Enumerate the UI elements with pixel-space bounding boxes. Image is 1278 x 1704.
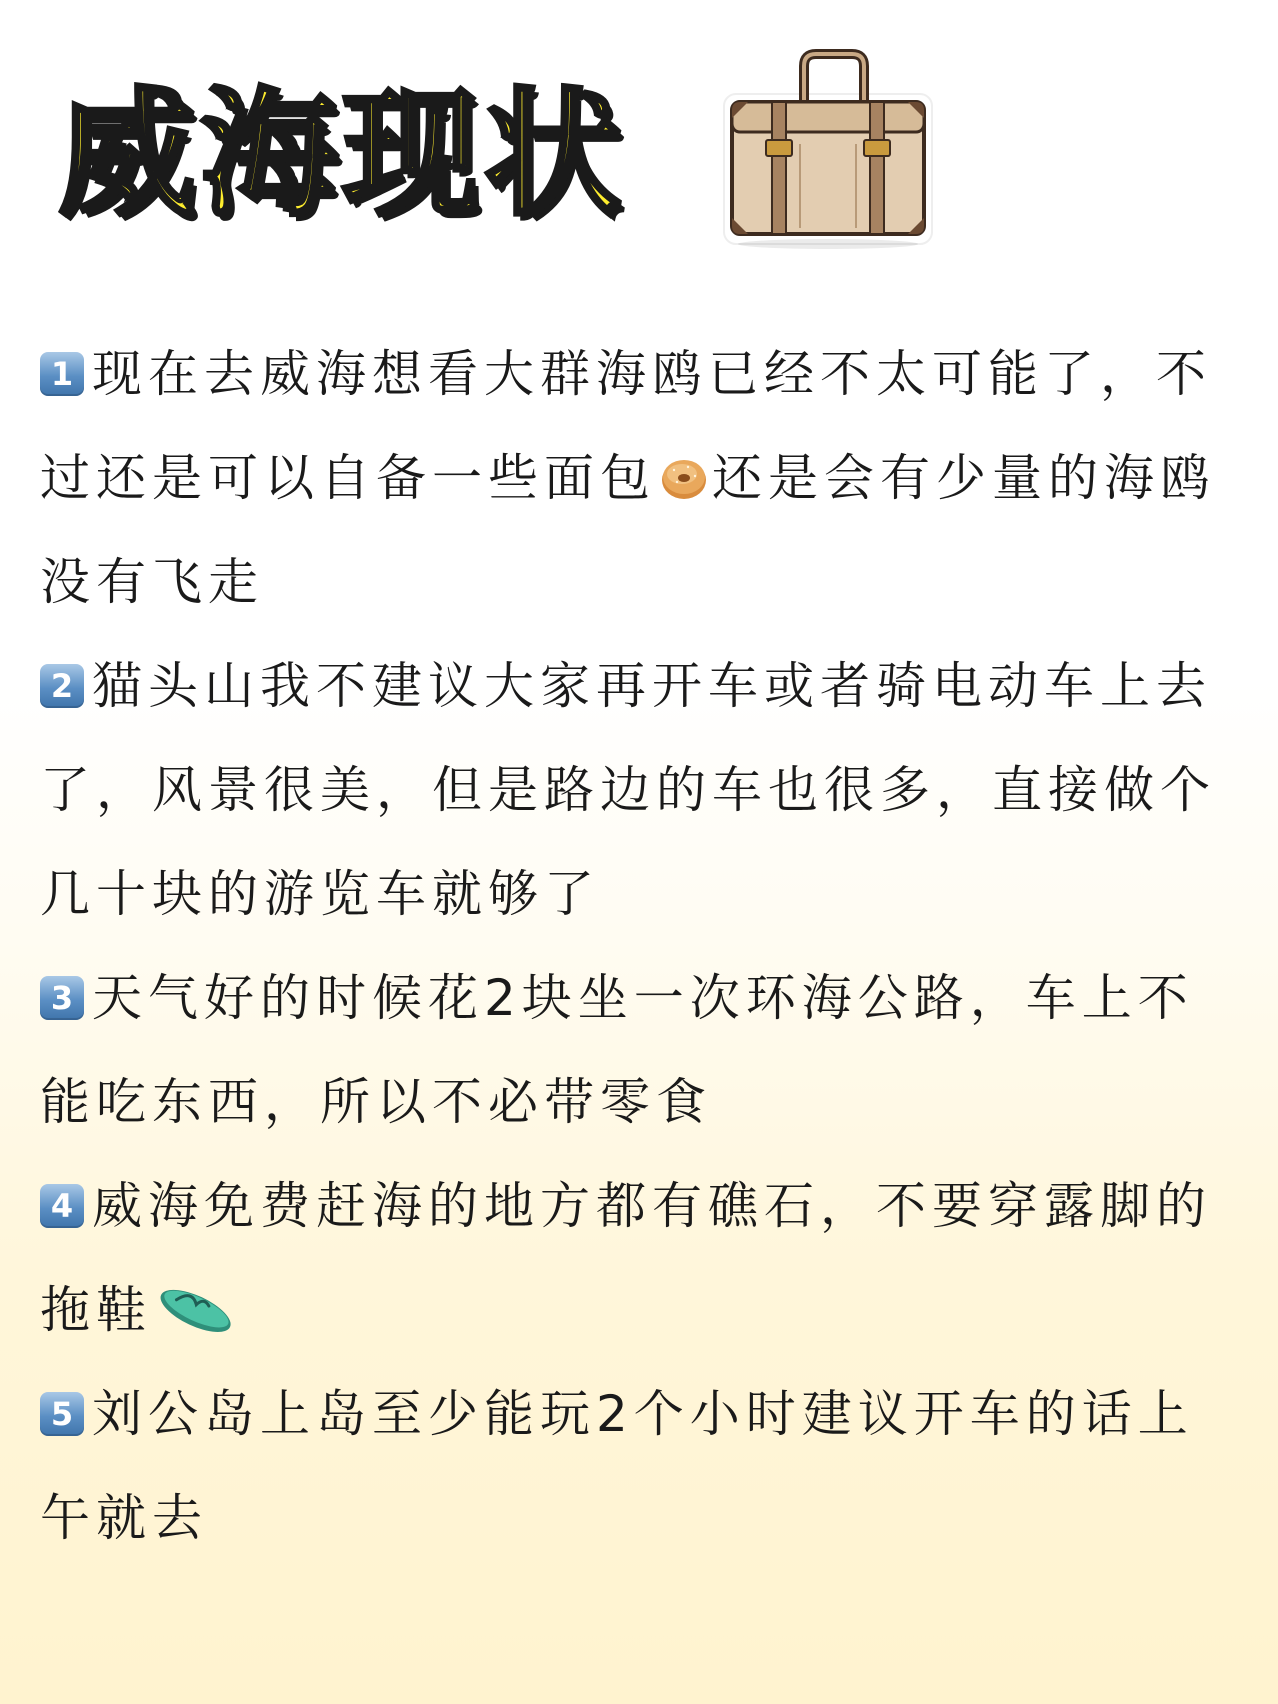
item-text: 威海免费赶海的地方都有礁石，不要穿露脚的拖鞋: [40, 1177, 1212, 1339]
list-item: [40, 1362, 1240, 1570]
number-badge: 5: [40, 1392, 84, 1436]
bagel-emoji: [658, 452, 710, 504]
item-text: 天气好的时候花2块坐一次环海公路，车上不能吃东西，所以不必带零食: [40, 969, 1194, 1131]
tips-list: [40, 322, 1240, 1570]
flip-flop-emoji: [154, 1275, 238, 1345]
item-text: 猫头山我不建议大家再开车或者骑电动车上去了，风景很美，但是路边的车也很多，直接做个几十块的游览车就够了: [40, 657, 1216, 923]
list-item: [40, 946, 1240, 1154]
item-text: 现在去威海想看大群海鸥已经不太可能了，不过还是可以自备一些面包: [40, 345, 1212, 507]
item-text-continued: 还是会有少量的海鸥没有飞走: [40, 449, 1216, 611]
number-badge: 3: [40, 976, 84, 1020]
number-badge: 2: [40, 664, 84, 708]
number-badge: 4: [40, 1184, 84, 1228]
list-item: [40, 322, 1240, 634]
suitcase-icon: [716, 44, 946, 254]
number-badge: 1: [40, 352, 84, 396]
item-text: 刘公岛上岛至少能玩2个小时建议开车的话上午就去: [40, 1385, 1194, 1547]
page-title: 威海现状: [58, 74, 627, 235]
list-item: [40, 1154, 1240, 1362]
list-item: [40, 634, 1240, 946]
